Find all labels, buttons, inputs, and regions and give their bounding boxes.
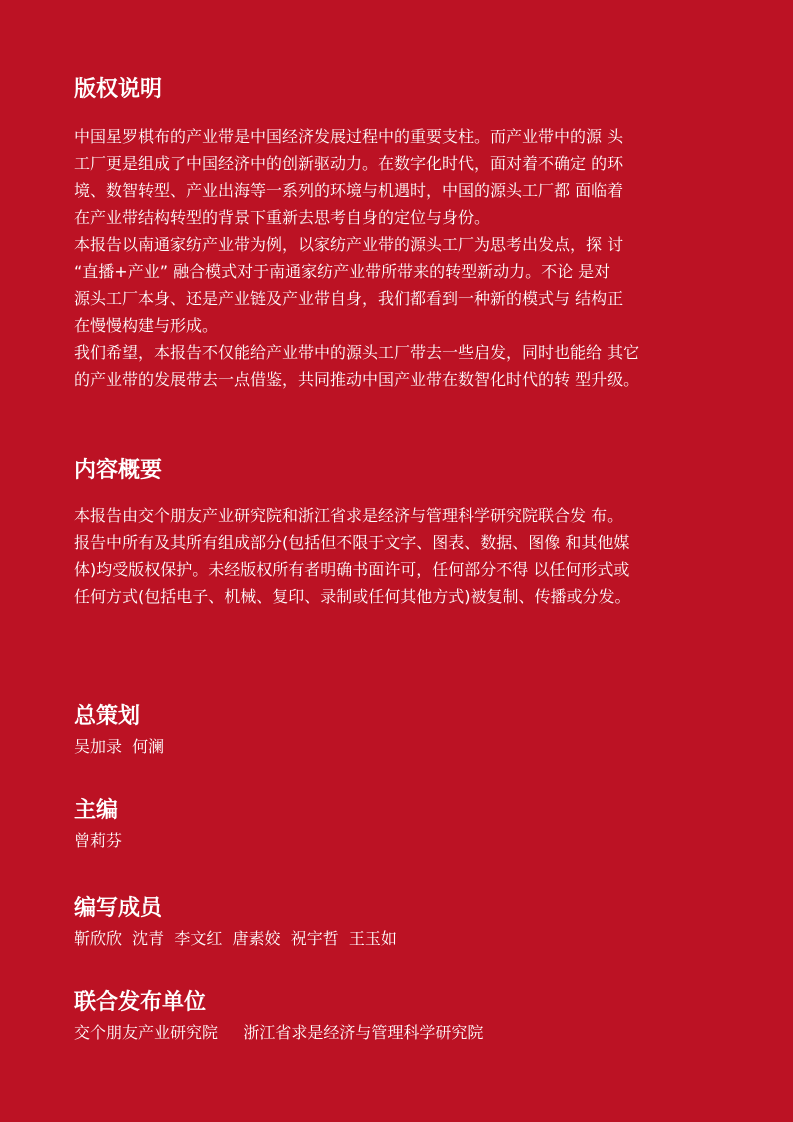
text-line: 在慢慢构建与形成。 bbox=[74, 316, 219, 335]
text-line: 报告中所有及其所有组成部分(包括但不限于文字、图表、数据、图像 和其他媒 bbox=[74, 533, 630, 552]
text-line: 体)均受版权保护。未经版权所有者明确书面许可，任何部分不得 以任何形式或 bbox=[74, 560, 630, 579]
copyright-paragraph bbox=[74, 231, 724, 339]
text-line: 本报告以南通家纺产业带为例，以家纺产业带的源头工厂为思考出发点，探 讨 bbox=[74, 235, 624, 254]
text-line: “直播+产业” 融合模式对于南通家纺产业带所带来的转型新动力。不论 是对 bbox=[74, 262, 611, 281]
overview-heading: 内容概要 bbox=[74, 458, 163, 483]
text-line: 源头工厂本身、还是产业链及产业带自身，我们都看到一种新的模式与 结构正 bbox=[74, 289, 624, 308]
copyright-heading: 版权说明 bbox=[74, 77, 163, 102]
editor-heading: 主编 bbox=[74, 798, 119, 823]
overview-body bbox=[74, 502, 724, 610]
text-line: 境、数智转型、产业出海等一系列的环境与机遇时，中国的源头工厂都 面临着 bbox=[74, 181, 624, 200]
publishers-names: 交个朋友产业研究院 浙江省求是经济与管理科学研究院 bbox=[74, 1023, 484, 1042]
text-line: 的产业带的发展带去一点借鉴，共同推动中国产业带在数智化时代的转 型升级。 bbox=[74, 370, 640, 389]
publishers-heading: 联合发布单位 bbox=[74, 990, 207, 1015]
text-line: 在产业带结构转型的背景下重新去思考自身的定位与身份。 bbox=[74, 208, 491, 227]
text-line: 任何方式(包括电子、机械、复印、录制或任何其他方式)被复制、传播或分发。 bbox=[74, 587, 631, 606]
chief-planner-heading: 总策划 bbox=[74, 704, 141, 729]
text-line: 工厂更是组成了中国经济中的创新驱动力。在数字化时代，面对着不确定 的环 bbox=[74, 154, 624, 173]
text-line: 本报告由交个朋友产业研究院和浙江省求是经济与管理科学研究院联合发 布。 bbox=[74, 506, 624, 525]
chief-planner-names: 吴加录 何澜 bbox=[74, 737, 165, 756]
text-line: 我们希望，本报告不仅能给产业带中的源头工厂带去一些启发，同时也能给 其它 bbox=[74, 343, 640, 362]
copyright-paragraph bbox=[74, 123, 724, 231]
copyright-body bbox=[74, 123, 724, 393]
text-line: 中国星罗棋布的产业带是中国经济发展过程中的重要支柱。而产业带中的源 头 bbox=[74, 127, 624, 146]
copyright-paragraph bbox=[74, 339, 724, 393]
writers-heading: 编写成员 bbox=[74, 896, 163, 921]
writers-names: 靳欣欣 沈青 李文红 唐素姣 祝宇哲 王玉如 bbox=[74, 929, 397, 948]
overview-paragraph bbox=[74, 502, 724, 610]
editor-names: 曾莉芬 bbox=[74, 831, 123, 850]
